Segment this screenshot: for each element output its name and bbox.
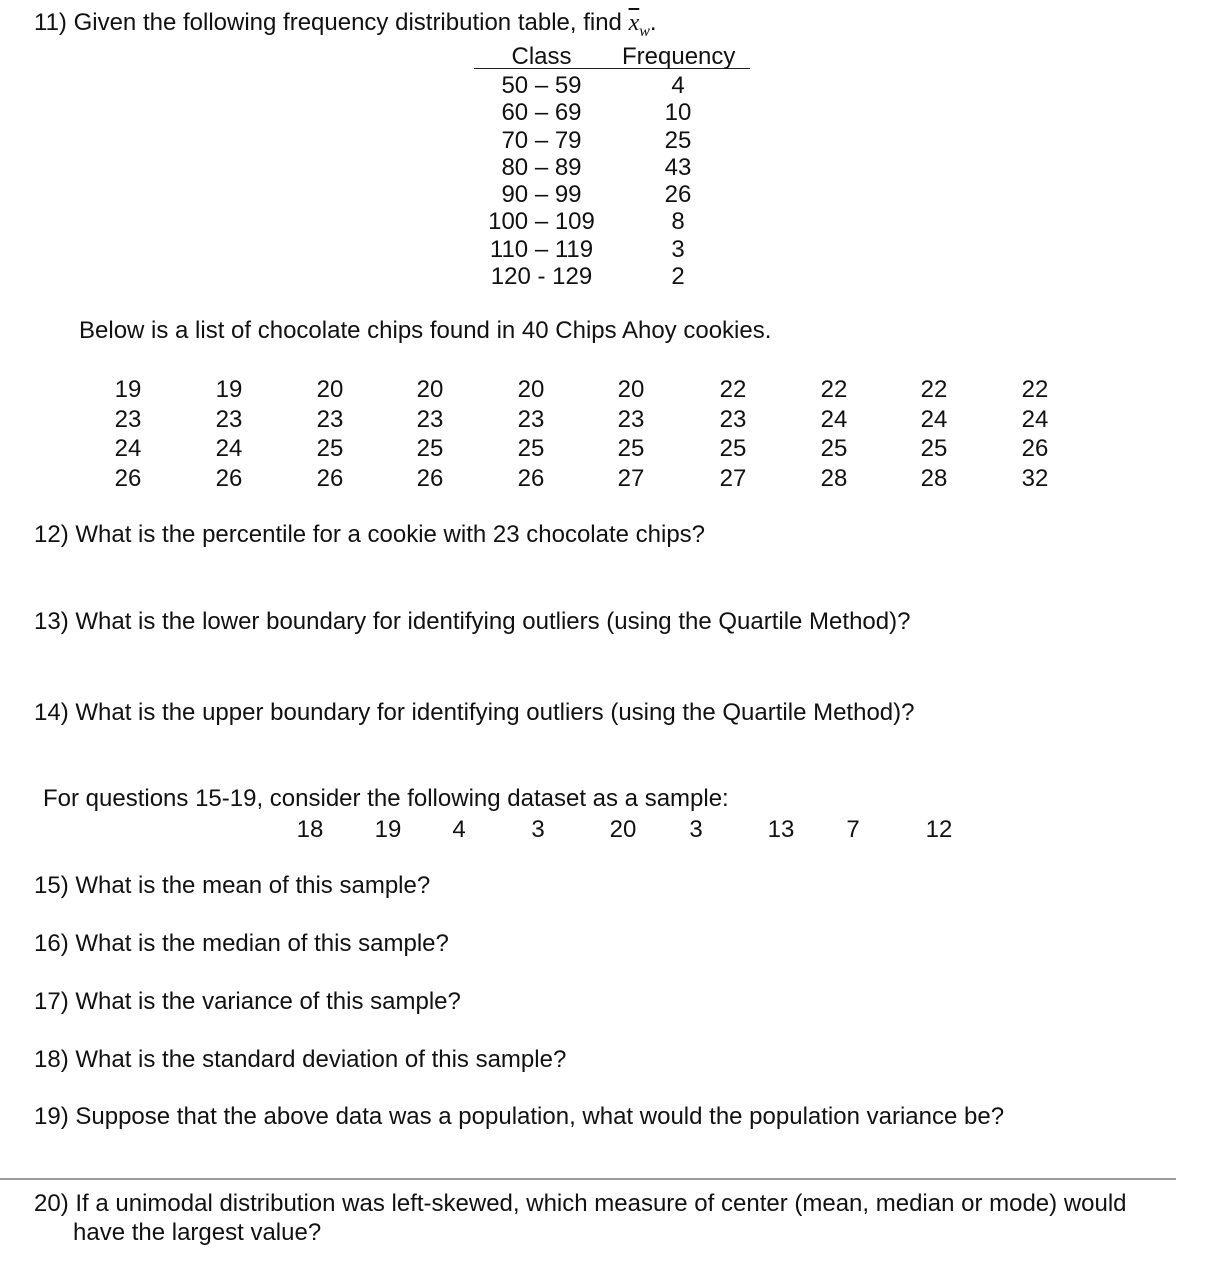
- question-text: What is the percentile for a cookie with 23 chocolate chips?: [75, 521, 706, 548]
- table-row: [474, 96, 750, 127]
- frequency-cell: 4: [671, 72, 685, 99]
- class-cell: 60 – 69: [501, 99, 582, 127]
- chips-value: 23: [517, 405, 545, 433]
- frequency-cell: 26: [664, 181, 692, 209]
- chips-value: 23: [617, 405, 645, 433]
- chips-column: [1007, 375, 1063, 493]
- table-row: [474, 260, 750, 291]
- question-text: What is the median of this sample?: [75, 930, 449, 957]
- question-text: What is the mean of this sample?: [75, 872, 431, 899]
- chips-value: 26: [316, 464, 344, 492]
- class-cell: 80 – 89: [501, 153, 582, 181]
- sample-value: 4: [452, 816, 466, 843]
- question-12: [34, 523, 705, 547]
- chips-value: 25: [617, 435, 645, 462]
- chips-data-grid: [100, 375, 1060, 495]
- question-number: 19): [34, 1103, 69, 1130]
- question-number: 13): [34, 608, 69, 635]
- sample-value: 20: [609, 816, 637, 843]
- frequency-cell: 10: [664, 99, 692, 127]
- chips-value: 32: [1021, 464, 1049, 492]
- chips-value: 20: [416, 376, 444, 403]
- chips-value: 23: [114, 405, 142, 433]
- chips-column: [100, 375, 156, 493]
- chips-value: 25: [517, 435, 545, 462]
- chips-column: [302, 375, 358, 493]
- chips-value: 22: [820, 376, 848, 403]
- sample-value: 13: [767, 816, 795, 843]
- chips-value: 23: [215, 405, 243, 433]
- weighted-mean-symbol: $\overline{x}_w$: [628, 10, 650, 40]
- question-number: 15): [34, 872, 69, 899]
- sample-value: 7: [846, 816, 860, 843]
- question-text: What is the standard deviation of this sample?: [75, 1046, 567, 1073]
- chips-intro: Below is a list of chocolate chips found in 40 Chips Ahoy cookies.: [79, 317, 772, 344]
- chips-value: 26: [1021, 435, 1049, 462]
- sample-intro: For questions 15-19, consider the following dataset as a sample:: [43, 785, 729, 812]
- page-divider: [0, 1178, 1176, 1180]
- question-17: [34, 990, 461, 1014]
- chips-value: 24: [820, 405, 848, 433]
- table-row: [474, 233, 750, 263]
- question-number: 14): [34, 699, 69, 726]
- chips-value: 27: [617, 464, 645, 492]
- frequency-cell: 3: [671, 235, 685, 263]
- chips-column: [705, 375, 761, 493]
- chips-value: 26: [114, 464, 142, 492]
- class-cell: 110 – 119: [489, 235, 594, 263]
- chips-column: [402, 375, 458, 493]
- question-18: [34, 1048, 566, 1072]
- question-text: Suppose that the above data was a population, what would the population variance be?: [75, 1103, 1005, 1130]
- frequency-cell: 8: [671, 208, 685, 236]
- chips-value: 25: [920, 435, 948, 462]
- table-row: [474, 151, 750, 181]
- sample-value: 18: [296, 816, 324, 843]
- chips-column: [503, 375, 559, 493]
- chips-value: 25: [316, 435, 344, 462]
- question-text: What is the upper boundary for identifying outliers (using the Quartile Method)?: [75, 699, 915, 726]
- chips-value: 25: [719, 435, 747, 462]
- chips-value: 24: [920, 405, 948, 433]
- chips-column: [806, 375, 862, 493]
- table-row: [474, 124, 750, 154]
- frequency-cell: 25: [664, 126, 692, 154]
- question-number: 18): [34, 1046, 69, 1073]
- question-number: 20): [34, 1190, 69, 1217]
- frequency-cell: 43: [664, 153, 692, 181]
- chips-value: 22: [1021, 376, 1049, 403]
- chips-column: [201, 375, 257, 493]
- question-number: 16): [34, 930, 69, 957]
- chips-value: 23: [316, 405, 344, 433]
- chips-value: 19: [114, 376, 142, 403]
- frequency-table: [474, 40, 750, 291]
- question-11: 11) Given the following frequency distribution table, find $\overline{x}_w$.: [34, 9, 657, 40]
- sample-value: 3: [531, 816, 545, 843]
- chips-value: 23: [416, 405, 444, 433]
- chips-value: 20: [617, 376, 645, 403]
- class-cell: 120 - 129: [490, 263, 593, 291]
- chips-value: 24: [215, 435, 243, 462]
- chips-value: 22: [920, 376, 948, 403]
- chips-value: 23: [719, 405, 747, 433]
- chips-value: 28: [920, 464, 948, 492]
- table-row: [474, 205, 750, 236]
- chips-value: 27: [719, 464, 747, 492]
- header-frequency: Frequency: [622, 43, 736, 70]
- class-cell: 70 – 79: [501, 126, 582, 154]
- question-19: [34, 1105, 1004, 1129]
- header-class: Class: [511, 43, 572, 70]
- question-text: What is the variance of this sample?: [75, 988, 461, 1015]
- chips-value: 25: [416, 435, 444, 462]
- chips-value: 28: [820, 464, 848, 492]
- class-cell: 90 – 99: [501, 181, 582, 209]
- chips-value: 24: [1021, 405, 1049, 433]
- table-header: [474, 40, 750, 69]
- question-text-line-1: If a unimodal distribution was left-skewed, which measure of center (mean, median or mode) would: [75, 1190, 1127, 1217]
- sample-value: 3: [689, 816, 703, 843]
- chips-value: 20: [316, 376, 344, 403]
- chips-value: 26: [517, 464, 545, 492]
- question-14: [34, 701, 914, 725]
- question-number: 11): [34, 9, 67, 36]
- chips-value: 25: [820, 435, 848, 462]
- question-number: 12): [34, 521, 69, 548]
- question-16: [34, 932, 449, 956]
- question-number: 17): [34, 988, 69, 1015]
- chips-value: 24: [114, 435, 142, 462]
- chips-column: [603, 375, 659, 493]
- question-15: [34, 874, 430, 898]
- class-cell: 50 – 59: [501, 72, 582, 99]
- table-row: [474, 178, 750, 209]
- class-cell: 100 – 109: [488, 208, 595, 236]
- sample-value: 19: [374, 816, 402, 843]
- chips-value: 19: [215, 376, 243, 403]
- question-text: Given the following frequency distribution table, find: [73, 9, 622, 36]
- chips-column: [906, 375, 962, 493]
- frequency-cell: 2: [671, 263, 685, 291]
- sample-value: 12: [925, 816, 953, 843]
- chips-value: 20: [517, 376, 545, 403]
- question-text: What is the lower boundary for identifying outliers (using the Quartile Method)?: [75, 608, 911, 635]
- chips-value: 22: [719, 376, 747, 403]
- question-13: [34, 610, 910, 634]
- question-20-line-2: have the largest value?: [73, 1219, 322, 1246]
- question-20: [34, 1192, 1127, 1216]
- chips-value: 26: [215, 464, 243, 492]
- table-row: [474, 69, 750, 99]
- chips-value: 26: [416, 464, 444, 492]
